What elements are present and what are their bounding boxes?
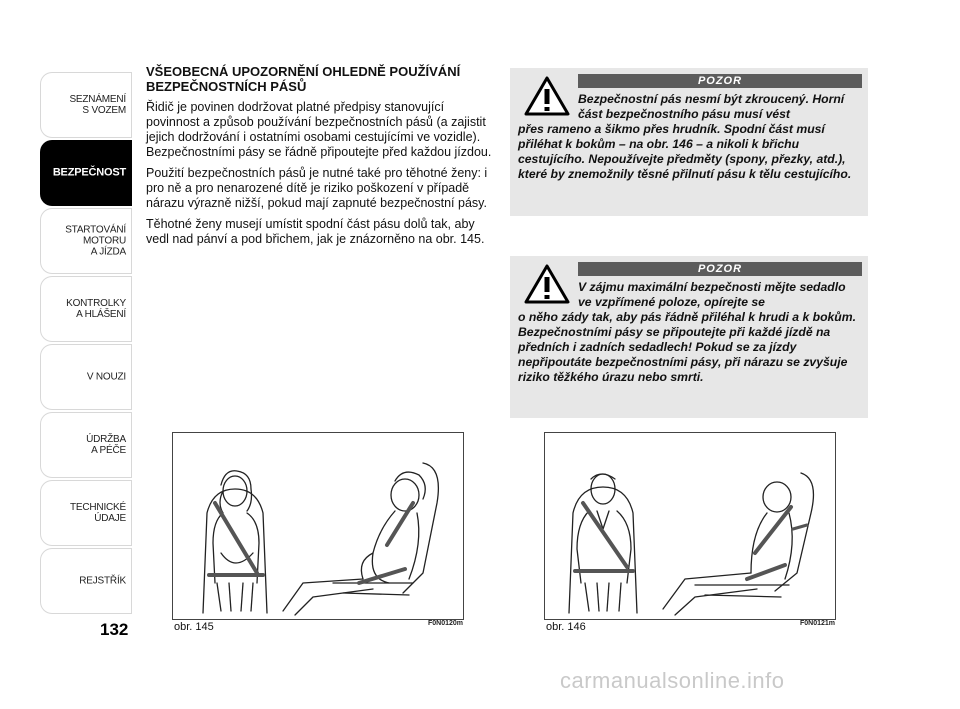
warning-title: POZOR	[578, 262, 862, 276]
section-heading: VŠEOBECNÁ UPOZORNĚNÍ OHLEDNĚ POUŽÍVÁNÍ BEZPEČNOSTNÍCH PÁSŮ	[146, 64, 461, 94]
tab-label: TECHNICKÉ ÚDAJE	[70, 502, 126, 524]
figure-caption: obr. 146	[546, 621, 586, 633]
tab-technicke-udaje[interactable]	[40, 480, 132, 546]
main-text-column	[146, 64, 496, 253]
tab-udrzba[interactable]	[40, 412, 132, 478]
warning-box	[510, 68, 868, 216]
warning-text	[518, 92, 858, 182]
figure-caption: obr. 145	[174, 621, 214, 633]
seatbelt-correct-position-illustration	[545, 433, 835, 619]
page-number: 132	[100, 620, 129, 639]
tab-startovani[interactable]	[40, 208, 132, 274]
seatbelt-pregnant-woman-illustration	[173, 433, 463, 619]
warning-rest: přes rameno a šikmo přes hrudník. Spodní část musí přiléhat k bokům – na obr. 146 – a nikoli k břichu cestujícího. Nepoužívejte předměty (spony, přezky, atd.), které by znemožnily těsné přilnutí pásu k tělu cestujícího.	[518, 122, 852, 181]
tab-label: ÚDRŽBA A PÉČE	[86, 434, 126, 456]
paragraph: Použití bezpečnostních pásů je nutné také pro těhotné ženy: i pro ně a pro nenarozené dítě je riziko poškození v případě nárazu výrazně nižší, pokud mají zapnuté bezpečnostní pásy.	[146, 166, 488, 210]
warning-box	[510, 256, 868, 418]
tab-rejstrik[interactable]	[40, 548, 132, 614]
tab-label: V NOUZI	[86, 371, 126, 383]
tab-label: KONTROLKY A HLÁŠENÍ	[66, 298, 126, 320]
tab-v-nouzi[interactable]	[40, 344, 132, 410]
warning-lead: Bezpečnostní pás nesmí být zkroucený. Horní část bezpečnostního pásu musí vést	[578, 92, 845, 121]
figure-code: F0N0120m	[428, 620, 464, 627]
tab-kontrolky[interactable]	[40, 276, 132, 342]
tab-seznameni[interactable]	[40, 72, 132, 138]
warning-text	[518, 280, 858, 385]
paragraph: Řidič je povinen dodržovat platné předpisy stanovující povinnost a způsob používání bezpečnostních pásů (a zajistit jejich dodržování i ostatními osobami cestujícími ve vozidle). Bezpečnostními pásy se řádně připoutejte před každou jízdou.	[146, 100, 492, 159]
paragraph: Těhotné ženy musejí umístit spodní část pásu dolů tak, aby vedl nad pánví a pod břichem, jak je znázorněno na obr. 145.	[146, 217, 485, 246]
tab-label: REJSTŘÍK	[79, 575, 126, 587]
figure-code: F0N0121m	[800, 620, 836, 627]
tab-label: STARTOVÁNÍ MOTORU A JÍZDA	[65, 224, 126, 258]
warning-rest: o něho zády tak, aby pás řádně přiléhal k hrudi a k bokům. Bezpečnostními pásy se připoutejte při každé jízdě na předních i zadních sedadlech! Pokud se za jízdy nepřipoutáte bezpečnostními pásy, při nárazu se zvyšuje riziko těžkého úrazu nebo smrti.	[518, 310, 856, 384]
warning-lead: V zájmu maximální bezpečnosti mějte sedadlo ve vzpřímené poloze, opírejte se	[578, 280, 846, 309]
tab-label: BEZPEČNOST	[52, 166, 126, 179]
figure-145-illustration	[172, 432, 464, 620]
figure-146-illustration	[544, 432, 836, 620]
tab-label: SEZNÁMENÍ S VOZEM	[69, 94, 126, 116]
warning-title: POZOR	[578, 74, 862, 88]
watermark: carmanualsonline.info	[560, 668, 785, 693]
tab-bezpecnost[interactable]	[40, 140, 132, 206]
